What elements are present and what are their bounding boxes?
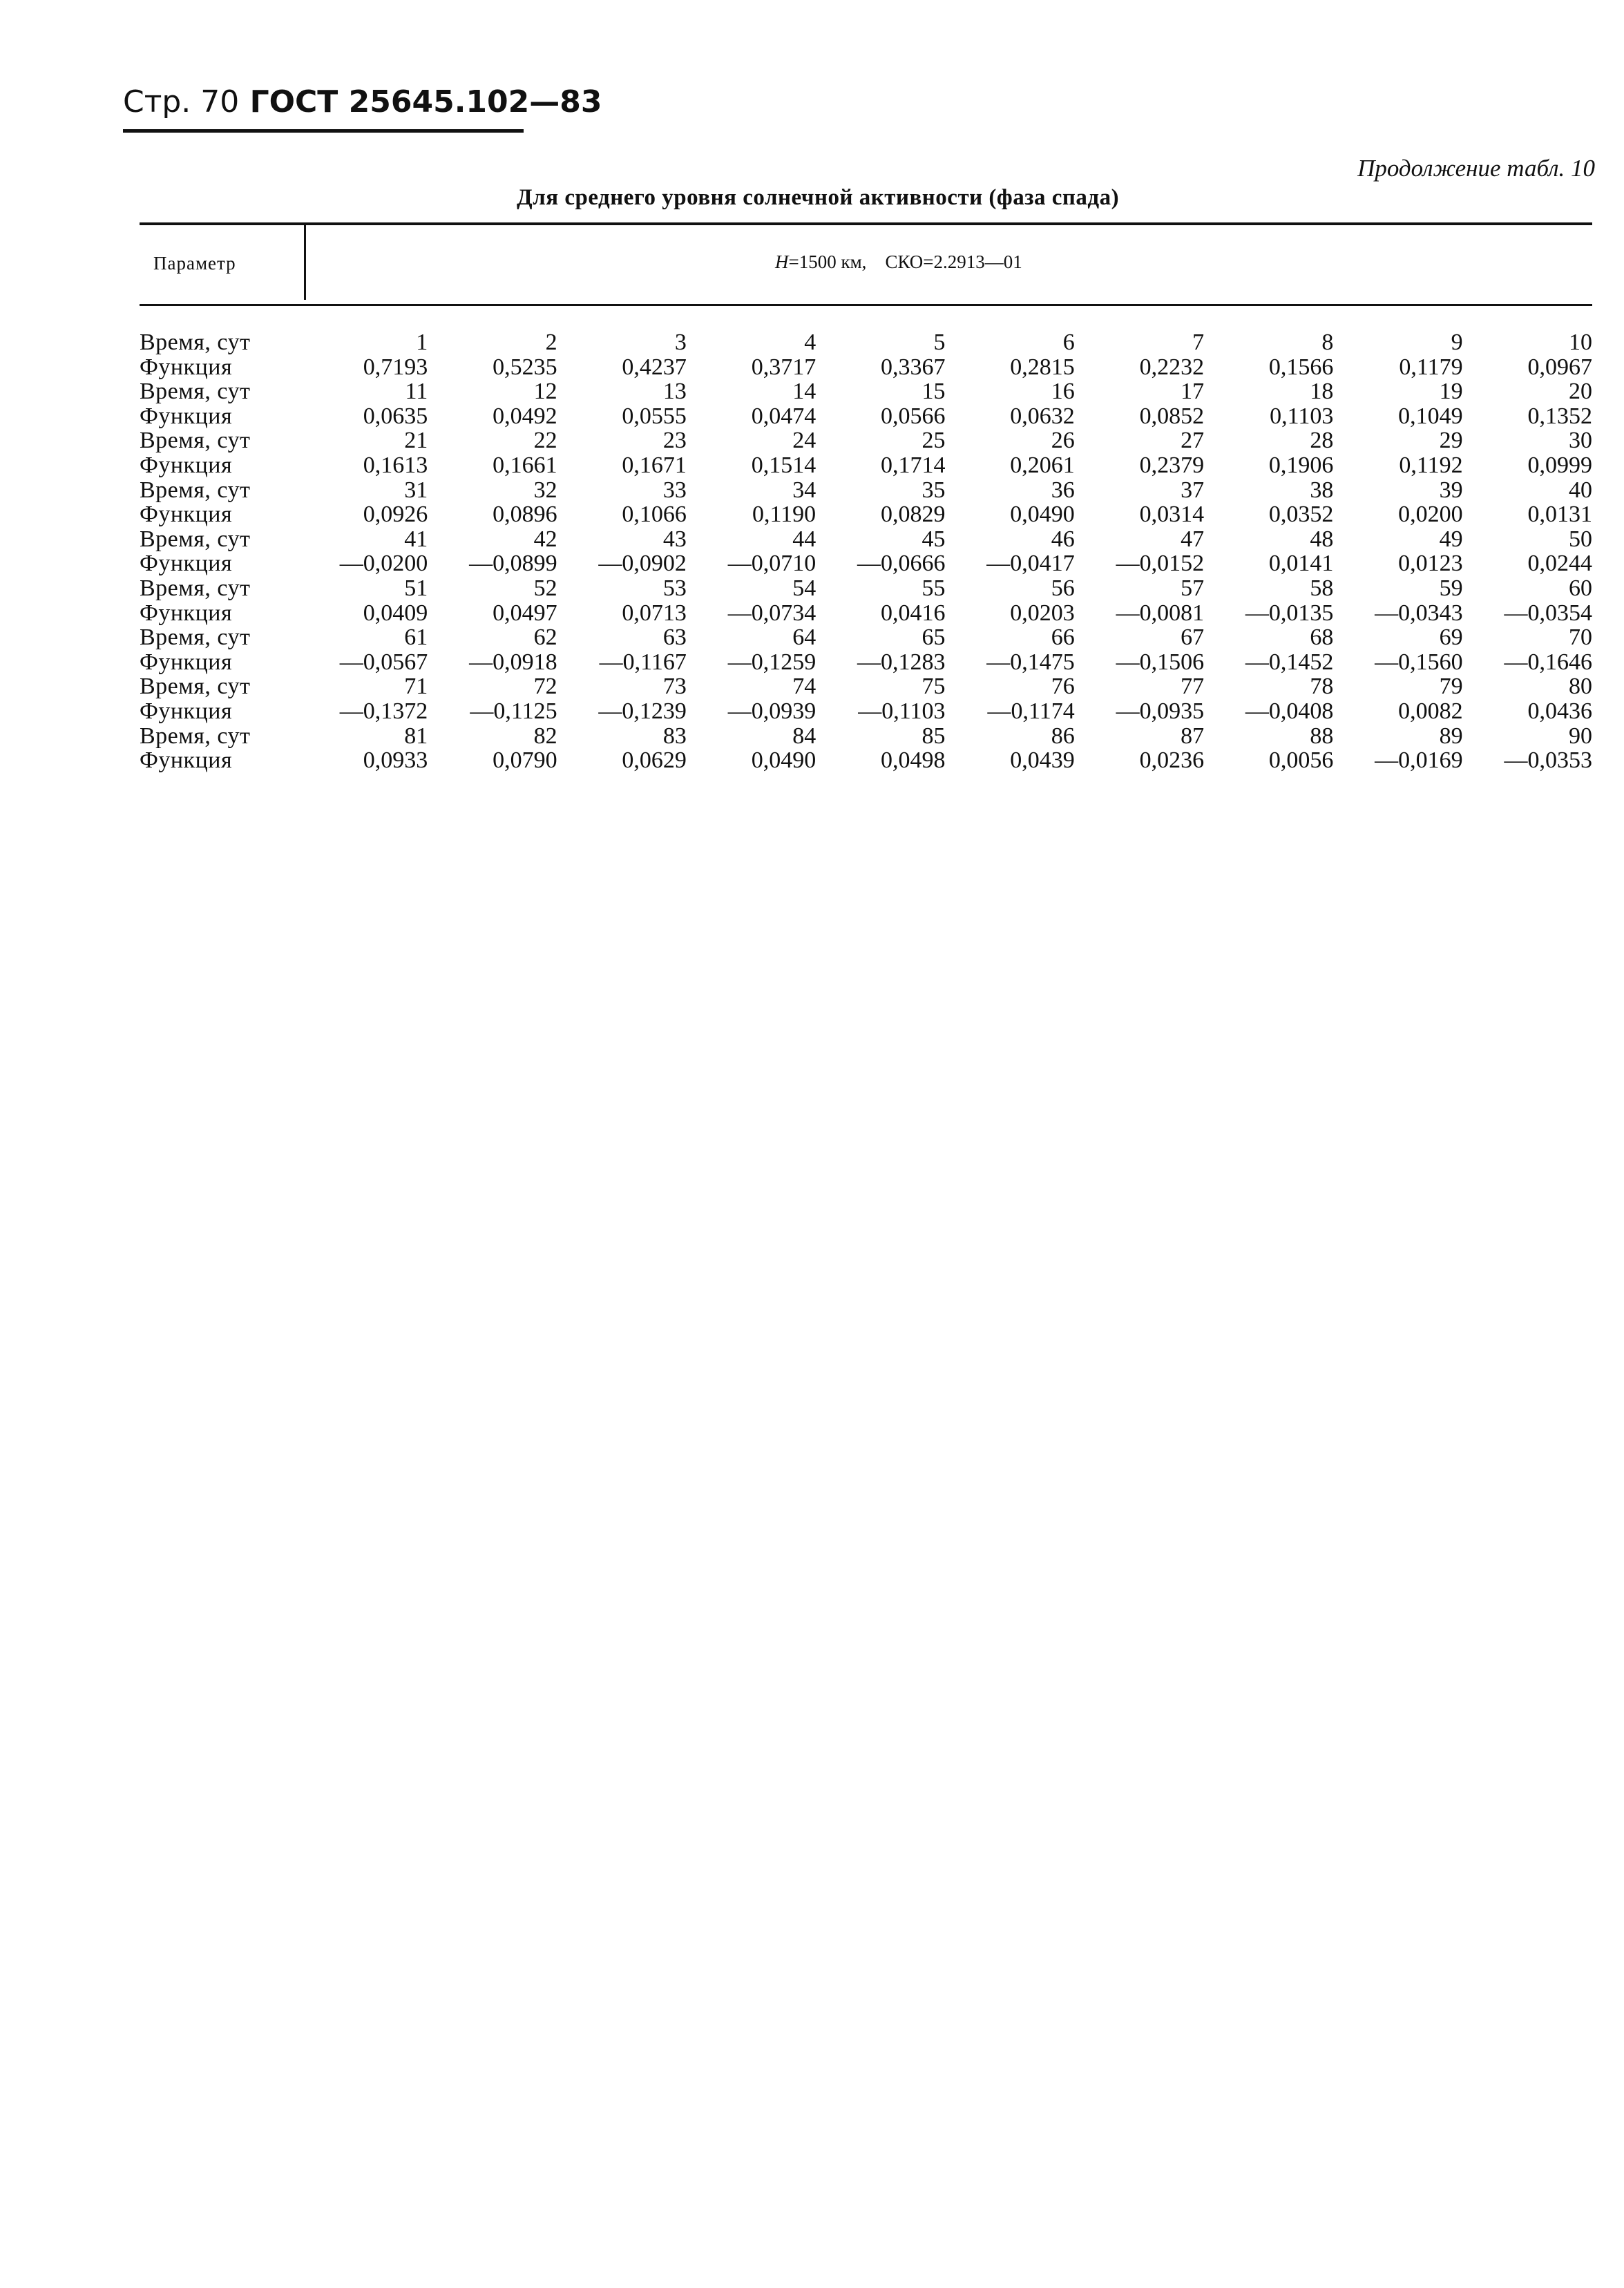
table-cell: 88 [1310, 723, 1334, 749]
table-cell: 56 [1051, 575, 1075, 601]
table-cell: 0,0635 [363, 403, 428, 429]
table-cell: 0,2815 [1010, 354, 1075, 380]
table-cell: 44 [792, 526, 816, 552]
table-row [140, 551, 1592, 576]
table-row [140, 625, 1592, 650]
table-cell: 0,0790 [493, 747, 557, 774]
table-cell: —0,0354 [1504, 600, 1592, 626]
table-head-bottom-rule [140, 304, 1592, 306]
table-row [140, 379, 1592, 404]
table-cell: 0,0490 [1010, 502, 1075, 528]
table-row [140, 576, 1592, 601]
table-cell: 0,0474 [751, 403, 816, 429]
table-row [140, 699, 1592, 724]
table-cell: 0,5235 [493, 354, 557, 380]
table-cell: 67 [1181, 625, 1205, 651]
table-cell: 0,0131 [1527, 502, 1592, 528]
table-cell: —0,0918 [469, 649, 557, 675]
table-cell: 2 [545, 330, 557, 355]
table-cell: 9 [1451, 330, 1463, 355]
table-cell: 78 [1310, 674, 1334, 700]
table-cell: 38 [1310, 477, 1334, 503]
table-cell: 0,1049 [1398, 403, 1463, 429]
table-cell: 74 [792, 674, 816, 700]
table-cell: 62 [533, 625, 557, 651]
table-cell: 0,0896 [493, 502, 557, 528]
row-label: Функция [140, 649, 233, 675]
table-cell: 35 [921, 477, 946, 503]
table-cell: 0,0409 [363, 600, 428, 626]
row-label: Функция [140, 747, 233, 774]
table-cell: 1 [416, 330, 428, 355]
table-cell: 0,0497 [493, 600, 557, 626]
table-cell: 0,0352 [1268, 502, 1334, 528]
table-cell: 82 [533, 723, 557, 749]
table-cell: —0,1239 [598, 698, 687, 724]
table-cell: 0,0829 [880, 502, 946, 528]
table-cell: 50 [1569, 526, 1592, 552]
table-row [140, 428, 1592, 453]
table-cell: 0,0082 [1398, 698, 1463, 724]
page-header [123, 82, 602, 133]
table-cell: 81 [404, 723, 428, 749]
table-cell: 76 [1051, 674, 1075, 700]
table-cell: 51 [404, 575, 428, 601]
table-cell: 21 [404, 428, 428, 454]
table-cell: 4 [804, 330, 816, 355]
table-cell: 22 [533, 428, 557, 454]
table-cell: 3 [674, 330, 687, 355]
table-cell: 0,0490 [751, 747, 816, 774]
table-cell: 7 [1192, 330, 1205, 355]
table-cell: 70 [1569, 625, 1592, 651]
table-cell: 55 [921, 575, 946, 601]
table-cell: 72 [533, 674, 557, 700]
table-cell: 66 [1051, 625, 1075, 651]
table-cell: 36 [1051, 477, 1075, 503]
table-cell: 79 [1439, 674, 1463, 700]
table-cell: —0,1259 [727, 649, 816, 675]
table-cell: —0,1452 [1245, 649, 1334, 675]
table-cell: —0,0567 [339, 649, 428, 675]
table-cell: 0,1714 [880, 452, 946, 478]
table-cell: —0,0902 [598, 551, 687, 577]
table-cell: 17 [1181, 379, 1205, 405]
table-cell: —0,0710 [727, 551, 816, 577]
table-cell: 40 [1569, 477, 1592, 503]
table-cell: 69 [1439, 625, 1463, 651]
table-cell: —0,0081 [1116, 600, 1205, 626]
table-cell: 10 [1569, 330, 1592, 355]
table-cell: 71 [404, 674, 428, 700]
table-cell: 20 [1569, 379, 1592, 405]
table-cell: 0,1192 [1399, 452, 1463, 478]
condition-header [775, 251, 1022, 273]
table-cell: 8 [1321, 330, 1334, 355]
table-cell: 33 [662, 477, 687, 503]
table-cell: —0,1167 [599, 649, 687, 675]
table-cell: 34 [792, 477, 816, 503]
table-cell: 41 [404, 526, 428, 552]
table-cell: —0,0152 [1116, 551, 1205, 577]
table-cell: 0,0314 [1139, 502, 1205, 528]
table-cell: 86 [1051, 723, 1075, 749]
table-cell: 0,0566 [880, 403, 946, 429]
table-cell: 0,0436 [1527, 698, 1592, 724]
table-cell: 27 [1181, 428, 1205, 454]
sko-value: СКО=2.2913—01 [885, 251, 1022, 272]
row-label: Функция [140, 354, 233, 380]
table-row [140, 650, 1592, 675]
table-cell: —0,1506 [1116, 649, 1205, 675]
altitude-symbol: H [775, 251, 789, 272]
table-row [140, 601, 1592, 626]
row-label: Время, сут [140, 723, 251, 749]
table-cell: 73 [662, 674, 687, 700]
table-cell: 84 [792, 723, 816, 749]
table-cell: —0,0169 [1375, 747, 1463, 774]
table-row [140, 527, 1592, 552]
table-cell: 0,0498 [880, 747, 946, 774]
table-cell: 43 [662, 526, 687, 552]
table-cell: 46 [1051, 526, 1075, 552]
table-cell: —0,0939 [727, 698, 816, 724]
table-cell: 87 [1181, 723, 1205, 749]
table-cell: 0,0926 [363, 502, 428, 528]
table-row [140, 748, 1592, 773]
table-cell: 24 [792, 428, 816, 454]
table-cell: —0,1283 [857, 649, 946, 675]
table-cell: 12 [533, 379, 557, 405]
table-top-rule [140, 222, 1592, 225]
table-cell: 0,0632 [1010, 403, 1075, 429]
table-cell: —0,1372 [339, 698, 428, 724]
table-body [140, 330, 1592, 773]
table-cell: 0,3717 [751, 354, 816, 380]
table-cell: —0,1174 [987, 698, 1075, 724]
table-cell: —0,1475 [986, 649, 1075, 675]
table-cell: —0,0343 [1375, 600, 1463, 626]
table-cell: 0,0933 [363, 747, 428, 774]
table-cell: 0,0141 [1268, 551, 1334, 577]
table-cell: 0,0123 [1398, 551, 1463, 577]
table-cell: 25 [921, 428, 946, 454]
table-cell: 39 [1439, 477, 1463, 503]
table-cell: —0,0417 [986, 551, 1075, 577]
table-cell: 5 [933, 330, 946, 355]
table-cell: 45 [921, 526, 946, 552]
table-cell: 0,2379 [1139, 452, 1205, 478]
table-cell: —0,0135 [1245, 600, 1334, 626]
table-cell: 23 [662, 428, 687, 454]
row-label: Функция [140, 452, 233, 478]
row-label: Время, сут [140, 526, 251, 552]
table-cell: 83 [662, 723, 687, 749]
doc-code: ГОСТ 25645.102—83 [249, 84, 602, 120]
table-cell: 30 [1569, 428, 1592, 454]
table-cell: 52 [533, 575, 557, 601]
table-row [140, 674, 1592, 699]
param-column-header: Параметр [153, 253, 236, 274]
table-cell: 0,1103 [1270, 403, 1334, 429]
table-cell: 47 [1181, 526, 1205, 552]
table-cell: 14 [792, 379, 816, 405]
table-cell: 13 [662, 379, 687, 405]
table-row [140, 502, 1592, 527]
table-cell: 0,0203 [1010, 600, 1075, 626]
table-cell: 80 [1569, 674, 1592, 700]
table-row [140, 330, 1592, 355]
table-cell: —0,1125 [470, 698, 557, 724]
table-cell: 48 [1310, 526, 1334, 552]
table-cell: 0,1190 [752, 502, 816, 528]
row-label: Время, сут [140, 428, 251, 454]
table-cell: 32 [533, 477, 557, 503]
table-cell: 0,0244 [1527, 551, 1592, 577]
table-cell: 75 [921, 674, 946, 700]
table-head-divider [304, 225, 306, 300]
table-cell: 29 [1439, 428, 1463, 454]
table-cell: 0,0629 [622, 747, 687, 774]
table-cell: 0,1566 [1268, 354, 1334, 380]
table-cell: 68 [1310, 625, 1334, 651]
table-cell: 0,0852 [1139, 403, 1205, 429]
table-cell: 16 [1051, 379, 1075, 405]
table-cell: 59 [1439, 575, 1463, 601]
table-row [140, 453, 1592, 478]
table-continuation-note: Продолжение табл. 10 [1357, 155, 1595, 182]
table-cell: 19 [1439, 379, 1463, 405]
table-row [140, 404, 1592, 429]
table-cell: 90 [1569, 723, 1592, 749]
table-cell: —0,1560 [1375, 649, 1463, 675]
row-label: Время, сут [140, 379, 251, 405]
table-row [140, 478, 1592, 503]
row-label: Время, сут [140, 674, 251, 700]
table-cell: 63 [662, 625, 687, 651]
table-cell: 0,2232 [1139, 354, 1205, 380]
table-cell: 77 [1181, 674, 1205, 700]
table-cell: 0,0416 [880, 600, 946, 626]
data-table [140, 330, 1592, 773]
table-cell: 0,1671 [622, 452, 687, 478]
table-cell: 28 [1310, 428, 1334, 454]
table-cell: 53 [662, 575, 687, 601]
table-row [140, 724, 1592, 749]
table-cell: —0,1646 [1504, 649, 1592, 675]
row-label: Время, сут [140, 330, 251, 355]
row-label: Функция [140, 403, 233, 429]
row-label: Функция [140, 698, 233, 724]
table-cell: 0,2061 [1010, 452, 1075, 478]
row-label: Функция [140, 551, 233, 577]
table-cell: 0,0492 [493, 403, 557, 429]
table-cell: 0,0236 [1139, 747, 1205, 774]
table-cell: 60 [1569, 575, 1592, 601]
table-row [140, 355, 1592, 380]
table-cell: 42 [533, 526, 557, 552]
row-label: Функция [140, 502, 233, 528]
altitude-value: =1500 км, [788, 251, 867, 272]
table-cell: 18 [1310, 379, 1334, 405]
table-cell: 54 [792, 575, 816, 601]
table-cell: 65 [921, 625, 946, 651]
table-cell: —0,0666 [857, 551, 946, 577]
table-subtitle: Для среднего уровня солнечной активности (фаза спада) [517, 185, 1120, 210]
table-cell: 0,1179 [1399, 354, 1463, 380]
table-cell: —0,0353 [1504, 747, 1592, 774]
row-label: Время, сут [140, 575, 251, 601]
table-cell: 0,0555 [622, 403, 687, 429]
table-cell: 0,4237 [622, 354, 687, 380]
table-cell: 0,7193 [363, 354, 428, 380]
table-cell: 0,1906 [1268, 452, 1334, 478]
table-cell: 0,1514 [751, 452, 816, 478]
table-cell: 15 [921, 379, 946, 405]
table-cell: 58 [1310, 575, 1334, 601]
table-cell: 31 [404, 477, 428, 503]
table-cell: 0,1352 [1527, 403, 1592, 429]
table-cell: 0,0713 [622, 600, 687, 626]
table-cell: 0,0967 [1527, 354, 1592, 380]
table-cell: 85 [921, 723, 946, 749]
table-cell: —0,0935 [1116, 698, 1205, 724]
table-cell: 61 [404, 625, 428, 651]
table-cell: —0,0734 [727, 600, 816, 626]
table-cell: 57 [1181, 575, 1205, 601]
table-cell: 0,1066 [622, 502, 687, 528]
table-cell: —0,0899 [469, 551, 557, 577]
table-cell: 0,0056 [1268, 747, 1334, 774]
table-cell: —0,0408 [1245, 698, 1334, 724]
table-cell: 89 [1439, 723, 1463, 749]
row-label: Время, сут [140, 477, 251, 503]
table-cell: 49 [1439, 526, 1463, 552]
table-cell: 64 [792, 625, 816, 651]
table-cell: 0,0439 [1010, 747, 1075, 774]
row-label: Время, сут [140, 625, 251, 651]
table-cell: 11 [405, 379, 428, 405]
table-cell: 0,1613 [363, 452, 428, 478]
table-cell: 26 [1051, 428, 1075, 454]
table-cell: 37 [1181, 477, 1205, 503]
table-cell: —0,1103 [858, 698, 946, 724]
table-cell: —0,0200 [339, 551, 428, 577]
table-cell: 0,3367 [880, 354, 946, 380]
page-number: Стр. 70 [123, 84, 240, 120]
table-cell: 6 [1062, 330, 1075, 355]
table-cell: 0,0999 [1527, 452, 1592, 478]
table-cell: 0,1661 [493, 452, 557, 478]
row-label: Функция [140, 600, 233, 626]
table-cell: 0,0200 [1398, 502, 1463, 528]
